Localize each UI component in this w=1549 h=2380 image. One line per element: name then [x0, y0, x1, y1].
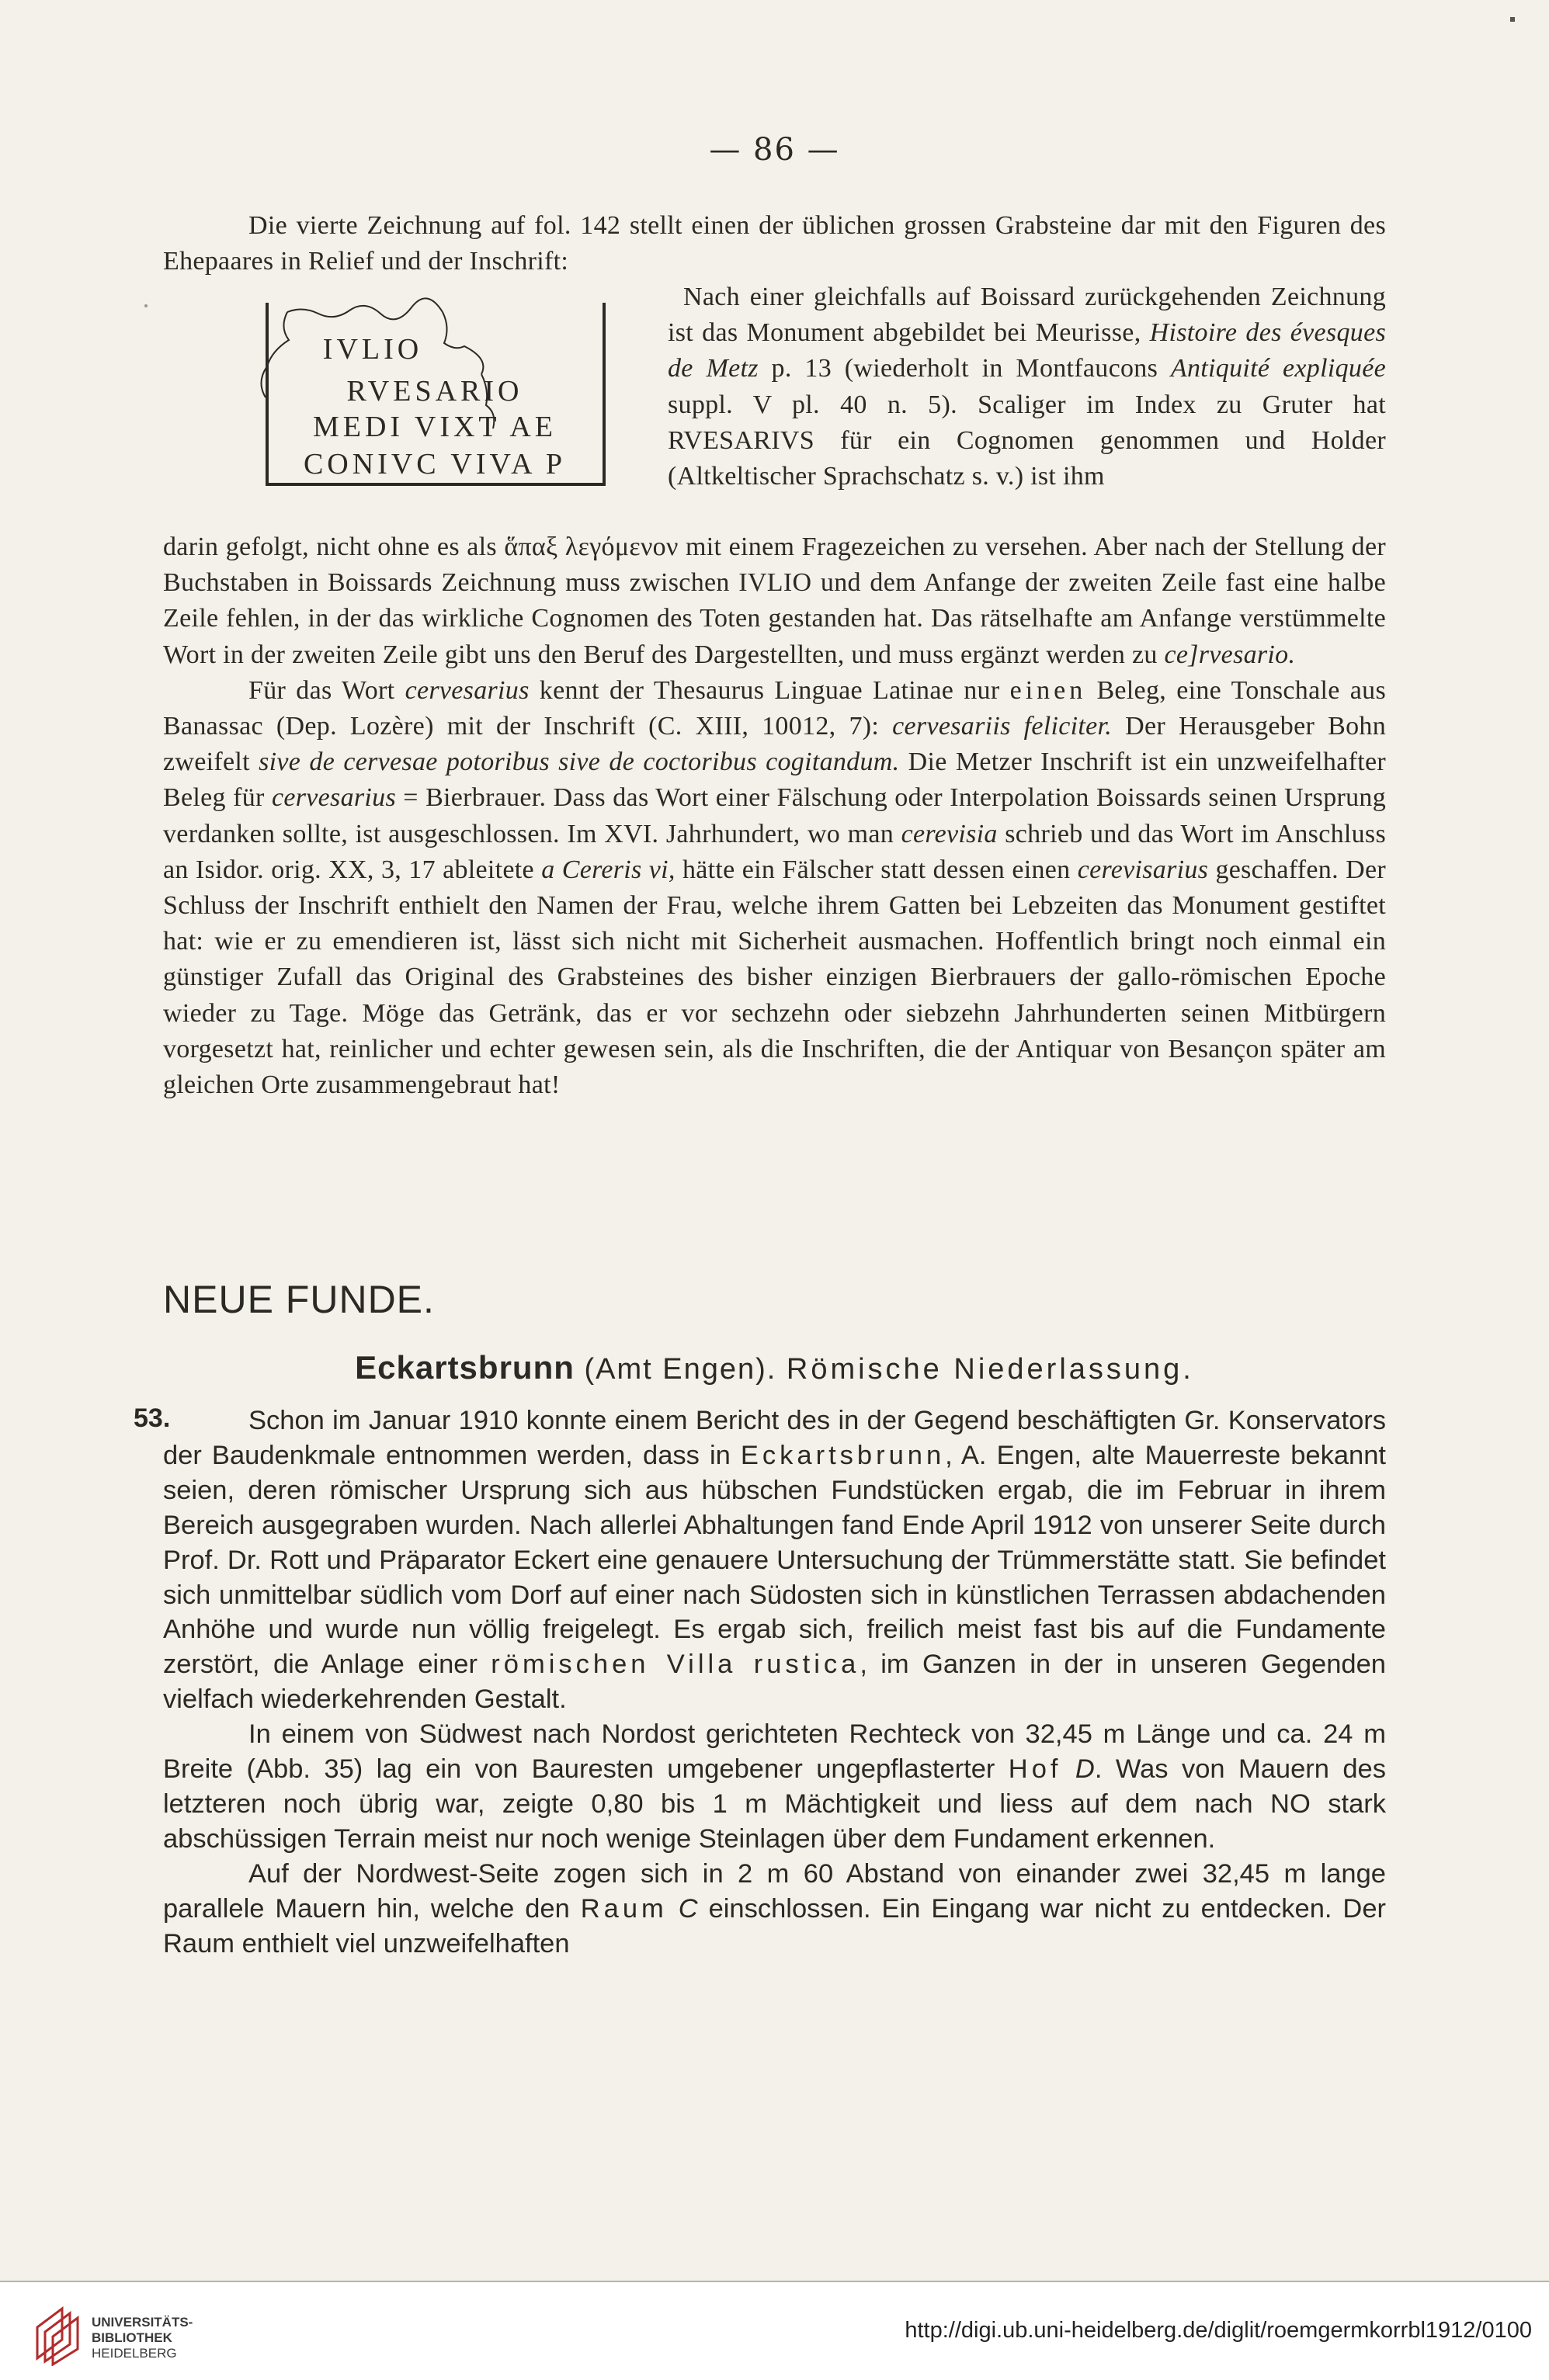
- intro-paragraph: [163, 208, 1386, 279]
- section-heading: NEUE FUNDE.: [163, 1278, 435, 1321]
- spaced-emphasis: Eckartsbrunn: [740, 1440, 946, 1470]
- district: (Amt Engen).: [574, 1353, 787, 1386]
- emphasis: cervesarius: [405, 675, 530, 705]
- library-logo-icon: [31, 2304, 85, 2366]
- site-title: Römische Niederlassung.: [786, 1353, 1194, 1386]
- text-run: kennt der Thesaurus Linguae Latinae nur: [529, 675, 1010, 705]
- report-paragraph: [163, 1717, 1386, 1857]
- inscription-line: RVESARIO: [346, 375, 523, 408]
- figure-text: [668, 279, 1386, 494]
- intro-text: Die vierte Zeichnung auf fol. 142 stellt einen der üblichen grossen Grabsteine dar mit den Figuren des Ehepaares in Relief und der Inschrift:: [163, 211, 1386, 276]
- book-title: Antiquité expliquée: [1170, 354, 1386, 383]
- text-run: Beleg, eine Tonschale aus Banassac (Dep. Lozère) mit der Inschrift (C. XIII, 10012, 7):: [163, 675, 1386, 741]
- text-run: Nach einer gleichfalls auf Boissard zurückgehenden Zeichnung ist das Monument abgebildet bei Meurisse,: [668, 283, 1386, 348]
- report-paragraph: [163, 1403, 1386, 1717]
- commentary-paragraph: [163, 529, 1386, 673]
- scan-speck: [144, 304, 148, 307]
- figure-side-paragraph: [668, 279, 1386, 494]
- emphasis: D: [1075, 1754, 1095, 1785]
- page-number: — 86 —: [709, 132, 840, 168]
- text-run: hätte ein Fälscher statt dessen einen: [675, 855, 1078, 884]
- emphasis: a Cereris vi,: [541, 855, 676, 884]
- place-name: Eckartsbrunn: [355, 1349, 575, 1386]
- text-run: schrieb und das Wort im Anschluss an Isidor. orig. XX, 3, 17 ableitete: [163, 819, 1386, 884]
- text-run: suppl. V pl. 40 n. 5). Scaliger im Index zu Gruter hat RVESARIVS für ein Cognomen genommen und Holder (Altkeltischer Sprachschatz s. v.) ist ihm: [668, 390, 1386, 491]
- library-name-line: UNIVERSITÄTS-: [92, 2315, 193, 2330]
- text-run: Die Metzer Inschrift ist ein unzweifelhafter Beleg für: [163, 748, 1386, 813]
- inscription-line: CONIVC VIVA P: [303, 448, 567, 481]
- emphasis: sive de cervesae potoribus sive de coctoribus cogitandum.: [259, 748, 900, 777]
- spaced-emphasis: römischen Villa rustica: [491, 1650, 860, 1680]
- text-run: p. 13 (wiederholt in Montfaucons: [758, 354, 1171, 383]
- library-name-line: BIBLIOTHEK: [92, 2330, 172, 2345]
- inscription-line: MEDI VIXT AE: [312, 411, 557, 443]
- book-title: Histoire des évesques de Metz: [668, 318, 1386, 383]
- inscription-line: IVLIO: [322, 333, 423, 366]
- report-paragraph: [163, 1857, 1386, 1962]
- text-run: , im Ganzen in der in unseren Gegenden vielfach wiederkehrenden Gestalt.: [163, 1650, 1386, 1715]
- emphasis: cerevisia: [901, 819, 998, 848]
- library-name: [92, 2315, 193, 2361]
- paragraph-number: 53.: [134, 1403, 171, 1433]
- spaced-emphasis: Hof: [1008, 1754, 1062, 1785]
- text-run: Für das Wort: [248, 675, 405, 705]
- library-name-line: HEIDELBERG: [92, 2346, 177, 2361]
- text-run: , A. Engen, alte Mauerreste bekannt seien, deren römischer Ursprung sich aus hübschen Fundstücken ergab, die im Februar in ihrem Bereich ausgegraben wurden. Nach allerlei Abhaltungen fand Ende April 1912 von unserer Seite durch Prof. Dr. Rott und Präparator Eckert eine genauere Untersuchung der Trümmerstätte statt. Sie befindet sich unmittelbar südlich vom Dorf auf einer nach Südosten sich in künstlichen Terrassen abdachenden Anhöhe und wurde nun völlig freigelegt. Es ergab sich, freilich meist fast bis auf die Fundamente zerstört, die Anlage einer: [163, 1440, 1386, 1680]
- commentary-paragraph: [163, 673, 1386, 1103]
- inscription-figure: [256, 303, 613, 489]
- text-run: geschaffen. Der Schluss der Inschrift enthielt den Namen der Frau, welche ihrem Gatten bei Lebzeiten das Monument gestiftet hat: wie er zu emendieren ist, lässt sich nicht mit Sicherheit ausmachen. Hoffentlich bringt noch einmal ein günstiger Zufall das Original des Grabsteines des bisher einzigen Bierbrauers der gallo-römischen Epoche wieder zu Tage. Möge das Getränk, das er vor sechzehn oder siebzehn Jahrhunderten seinen Mitbürgern vorgesetzt hat, reinlicher und echter gewesen sein, als die Inschriften, die der Antiquar von Besançon später am gleichen Orte zusammengebraut hat!: [163, 855, 1386, 1100]
- emphasis: cervesarius: [271, 783, 396, 813]
- emphasis: cervesariis feliciter.: [892, 712, 1113, 741]
- spaced-emphasis: einen: [1009, 675, 1087, 705]
- subheading: [0, 1349, 1549, 1386]
- library-footer: [0, 2282, 1549, 2380]
- scan-speck: [1510, 17, 1515, 22]
- text-run: Schon im Januar 1910 konnte einem Bericht des in der Gegend beschäftigten Gr. Konservators der Baudenkmale entnommen werden, dass in: [163, 1406, 1386, 1470]
- text-run: darin gefolgt, nicht ohne es als ἅπαξ λεγόμενον mit einem Fragezeichen zu versehen. Aber nach der Stellung der Buchstaben in Boissards Zeichnung muss zwischen IVLIO und dem Anfange der zweiten Zeile fast eine halbe Zeile fehlen, in der das wirkliche Cognomen des Toten gestanden hat. Das rätselhafte am Anfange verstümmelte Wort in der zweiten Zeile gibt uns den Beruf des Dargestellten, und muss ergänzt werden zu: [163, 533, 1386, 669]
- text-run: . Was von Mauern des letzteren noch übrig war, zeigte 0,80 bis 1 m Mächtigkeit und liess auf dem nach NO stark abschüssigen Terrain meist nur noch wenige Steinlagen über dem Fundament erkennen.: [163, 1754, 1386, 1854]
- text-run: = Bierbrauer. Dass das Wort einer Fälschung oder Interpolation Boissards seinen Ursprung verdanken sollte, ist ausgeschlossen. Im XVI. Jahrhundert, wo man: [163, 783, 1387, 848]
- spaced-emphasis: Raum: [580, 1893, 668, 1924]
- emphasis: ce]rvesario.: [1164, 640, 1296, 669]
- emphasis: cerevisarius: [1077, 855, 1209, 884]
- report-body: [163, 1403, 1386, 1962]
- commentary: [163, 529, 1386, 1103]
- source-url-link[interactable]: http://digi.ub.uni-heidelberg.de/diglit/roemgermkorrbl1912/0100: [905, 2318, 1532, 2343]
- text-run: einschlossen. Ein Eingang war nicht zu entdecken. Der Raum enthielt viel unzweifelhaften: [163, 1893, 1387, 1958]
- text-run: In einem von Südwest nach Nordost gerichteten Rechteck von 32,45 m Länge und ca. 24 m Breite (Abb. 35) lag ein von Bauresten umgebener ungepflasterter: [163, 1719, 1386, 1785]
- text-run: Auf der Nordwest-Seite zogen sich in 2 m 60 Abstand von einander zwei 32,45 m lange parallele Mauern hin, welche den: [163, 1858, 1386, 1924]
- emphasis: C: [678, 1893, 698, 1924]
- text-run: Der Herausgeber Bohn zweifelt: [163, 712, 1386, 777]
